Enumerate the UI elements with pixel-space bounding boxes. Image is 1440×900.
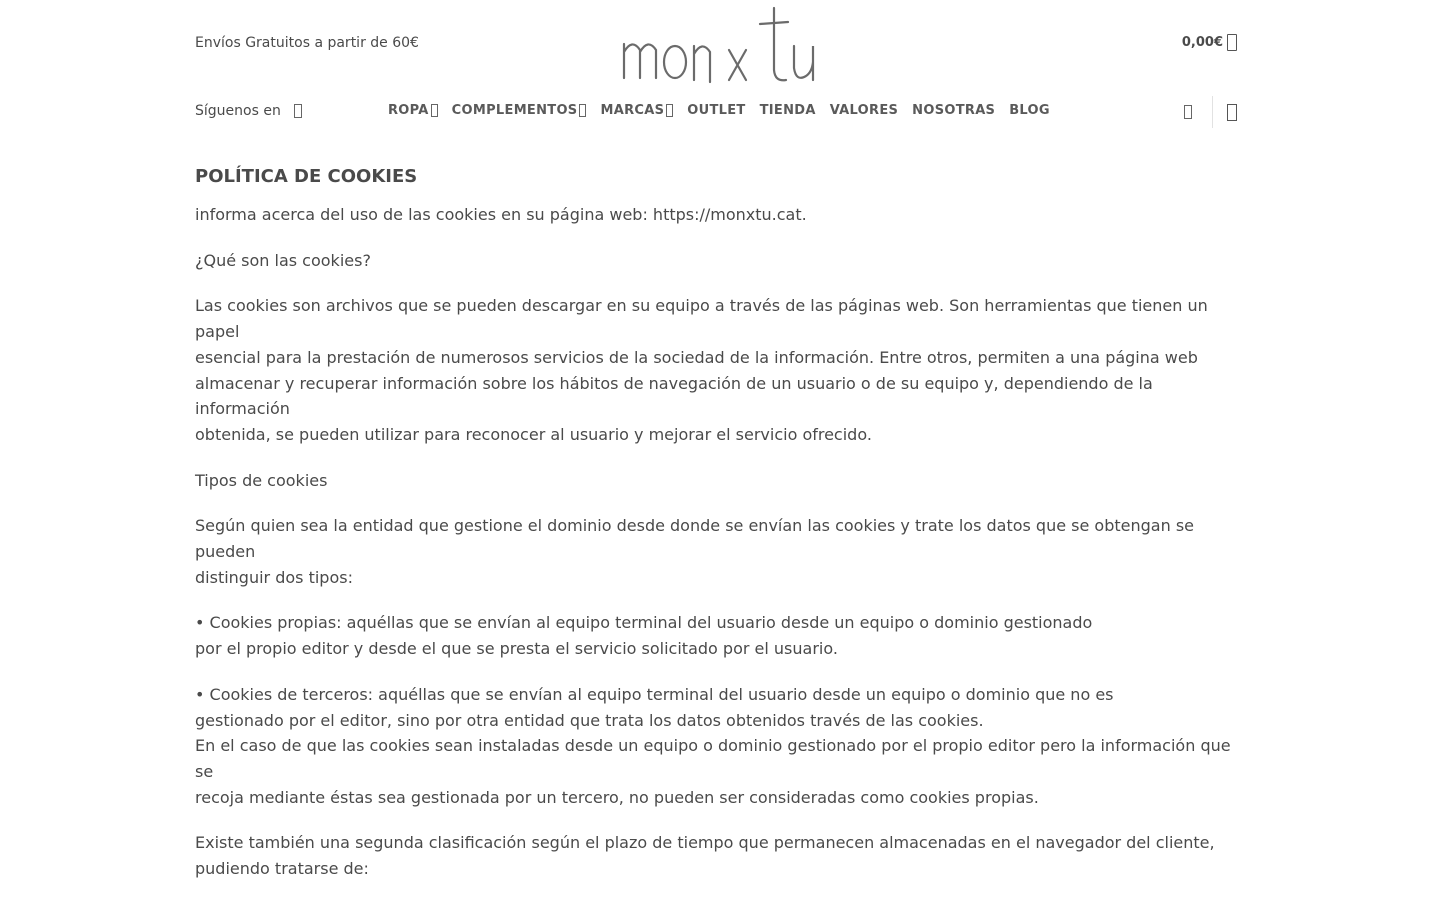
chevron-down-icon: [666, 104, 673, 117]
menu: [388, 103, 1050, 118]
menu-item-valores[interactable]: [830, 103, 898, 118]
paragraph: [195, 202, 1240, 228]
text-line: obtenida, se pueden utilizar para reconocer al usuario y mejorar el servicio ofrecido.: [195, 424, 872, 444]
menu-item-label: NOSOTRAS: [912, 103, 996, 118]
menu-item-blog[interactable]: [1009, 103, 1050, 118]
text-line: almacenar y recuperar información sobre los hábitos de navegación de un usuario o de su equipo y, dependiendo de la información: [195, 373, 1153, 419]
menu-item-marcas[interactable]: [600, 103, 673, 118]
text-line: Las cookies son archivos que se pueden descargar en su equipo a través de las páginas web. Son herramientas que tienen un papel: [195, 296, 1208, 342]
text-line: por el propio editor y desde el que se presta el servicio solicitado por el usuario.: [195, 639, 838, 659]
account-icon[interactable]: [1227, 104, 1237, 121]
text-line: gestionado por el editor, sino por otra entidad que trata los datos obtenidos través de las cookies.: [195, 710, 984, 730]
free-shipping-notice: Envíos Gratuitos a partir de 60€: [195, 35, 419, 51]
paragraph: [195, 830, 1240, 881]
menu-item-label: VALORES: [829, 103, 899, 118]
search-icon[interactable]: [1184, 105, 1192, 119]
chevron-down-icon: [579, 104, 586, 117]
text-line: esencial para la prestación de numerosos servicios de la sociedad de la información. Entre otros, permiten a una página web: [195, 347, 1198, 367]
cart-total: 0,00€: [1181, 35, 1223, 50]
cart-icon: [1227, 34, 1237, 51]
paragraph: [195, 248, 1240, 274]
follow-label: Síguenos en: [195, 103, 281, 119]
menu-item-label: TIENDA: [759, 103, 816, 118]
menu-item-label: OUTLET: [687, 103, 746, 118]
menu-item-label: ROPA: [388, 103, 429, 118]
divider: [1212, 96, 1213, 128]
text-line: ¿Qué son las cookies?: [195, 250, 371, 270]
menu-item-complementos[interactable]: [452, 103, 587, 118]
menu-item-ropa[interactable]: [388, 103, 438, 118]
text-line: En el caso de que las cookies sean instaladas desde un equipo o dominio gestionado por el propio editor pero la información que se: [195, 736, 1231, 781]
menu-item-label: MARCAS: [600, 103, 665, 118]
instagram-icon[interactable]: [294, 104, 302, 118]
text-line: Existe también una segunda clasificación según el plazo de tiempo que permanecen almacenadas en el navegador del cliente,: [195, 833, 1215, 853]
social-follow: [195, 103, 302, 119]
site-logo[interactable]: [620, 4, 820, 86]
paragraph: [195, 293, 1240, 447]
cart-button[interactable]: [1182, 34, 1237, 51]
menu-item-outlet[interactable]: [687, 103, 745, 118]
top-header: [195, 0, 1240, 90]
menu-item-label: COMPLEMENTOS: [451, 103, 578, 118]
menu-item-nosotras[interactable]: [912, 103, 995, 118]
paragraph: [195, 610, 1240, 661]
chevron-down-icon: [431, 104, 438, 117]
main-content: [195, 163, 1240, 900]
main-navigation: [195, 95, 1240, 129]
page-title: POLÍTICA DE COOKIES: [195, 166, 418, 187]
paragraph: [195, 682, 1240, 811]
text-line: Según quien sea la entidad que gestione el dominio desde donde se envían las cookies y trate los datos que se obtengan se pueden: [195, 516, 1194, 562]
menu-item-tienda[interactable]: [760, 103, 816, 118]
text-line: pudiendo tratarse de:: [195, 859, 369, 879]
text-line: Tipos de cookies: [195, 470, 328, 490]
text-line: informa acerca del uso de las cookies en su página web: https://monxtu.cat.: [195, 205, 807, 224]
text-line: distinguir dos tipos:: [195, 567, 353, 587]
text-line: • Cookies de terceros: aquéllas que se envían al equipo terminal del usuario desde un equipo o dominio que no es: [195, 684, 1114, 704]
paragraph: [195, 513, 1240, 590]
nav-icons: [1184, 95, 1237, 129]
menu-item-label: BLOG: [1009, 103, 1050, 118]
text-line: • Cookies propias: aquéllas que se envían al equipo terminal del usuario desde un equipo o dominio gestionado: [195, 613, 1093, 633]
text-line: recoja mediante éstas sea gestionada por un tercero, no pueden ser consideradas como cookies propias.: [195, 787, 1039, 807]
paragraph: [195, 468, 1240, 494]
